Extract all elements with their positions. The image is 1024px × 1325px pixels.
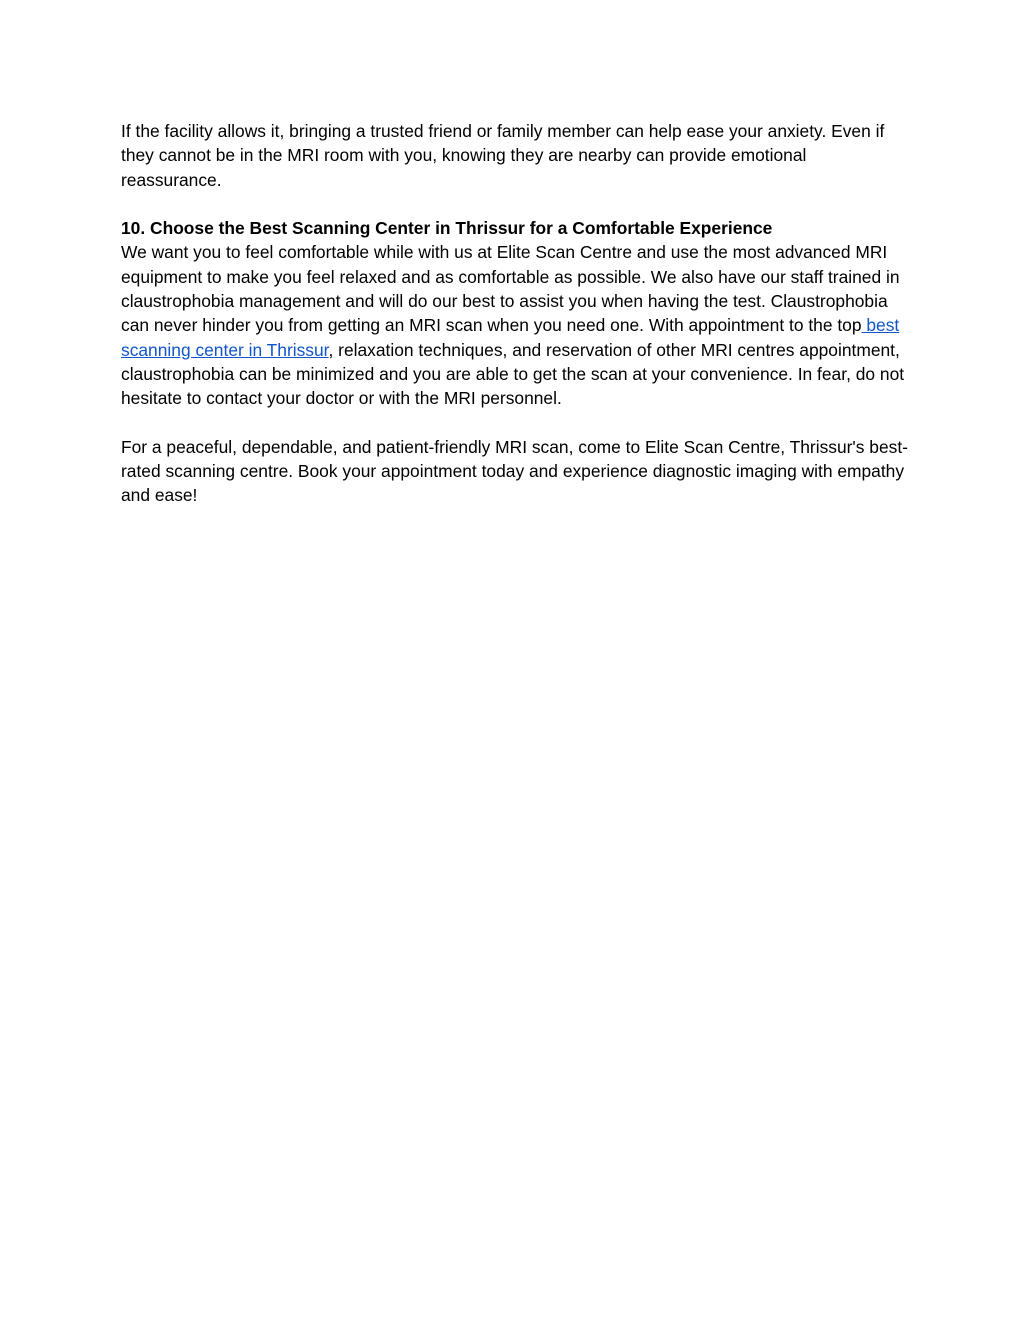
paragraph-spacer	[121, 192, 911, 216]
section-heading: 10. Choose the Best Scanning Center in Thrissur for a Comfortable Experience	[121, 218, 773, 239]
section-body-text-end: , relaxation techniques, and reservation of other MRI centres appointment, claustrophobia can be minimized and you are able to get the scan at your convenience. In fear, do not hesitate to contact your doctor or with the MRI personnel.	[121, 339, 905, 409]
closing-paragraph: For a peaceful, dependable, and patient-friendly MRI scan, come to Elite Scan Centre, Thrissur's best-rated scanning centre. Book your appointment today and experience diagnostic imaging with empathy and ease!	[121, 436, 908, 506]
document-body	[121, 119, 911, 508]
section-body-text-start: We want you to feel comfortable while with us at Elite Scan Centre and use the most advanced MRI equipment to make you feel relaxed and as comfortable as possible. We also have our staff trained in claustrophobia management and will do our best to assist you when having the test. Claustrophobia can never hinder you from getting an MRI scan when you need one. With appointment to the top	[121, 242, 900, 336]
best-scanning-center-link[interactable]: best scanning center in Thrissur	[121, 315, 900, 360]
section-body	[121, 240, 911, 410]
paragraph-companion: If the facility allows it, bringing a trusted friend or family member can help ease your anxiety. Even if they cannot be in the MRI room with you, knowing they are nearby can provide emotional reassurance.	[121, 121, 885, 190]
paragraph-spacer	[121, 411, 911, 435]
